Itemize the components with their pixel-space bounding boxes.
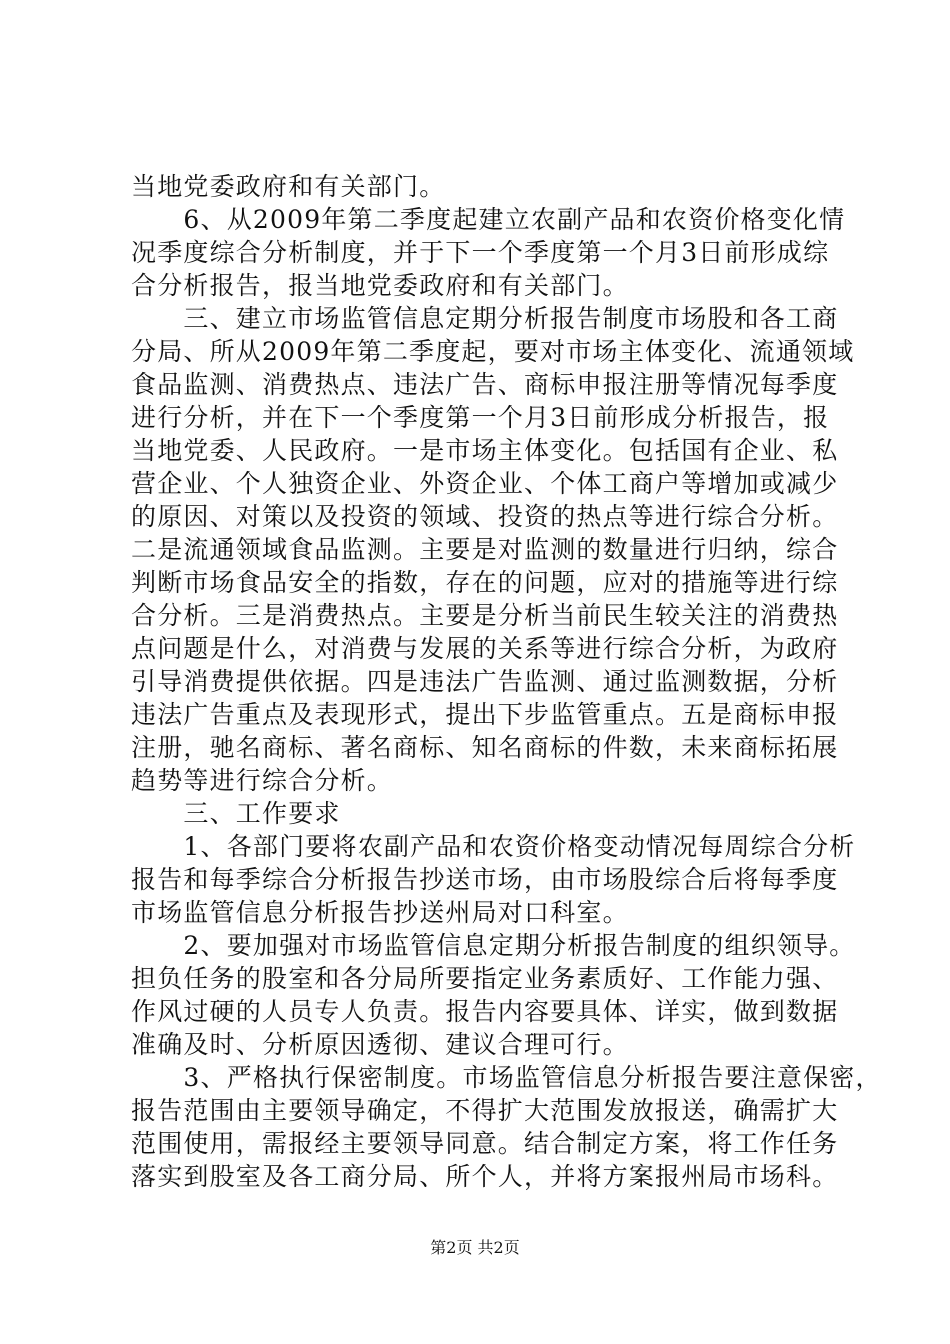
- text-line: 注册，驰名商标、著名商标、知名商标的件数，未来商标拓展: [131, 733, 839, 762]
- page-number-footer: 第2页 共2页: [430, 1238, 520, 1257]
- text-line: 当地党委政府和有关部门。: [131, 172, 446, 201]
- text-line: 况季度综合分析制度，并于下一个季度第一个月3日前形成综: [131, 238, 830, 267]
- text-line: 落实到股室及各工商分局、所个人，并将方案报州局市场科。: [131, 1162, 839, 1191]
- text-line: 点问题是什么，对消费与发展的关系等进行综合分析，为政府: [131, 634, 839, 663]
- text-line: 违法广告重点及表现形式，提出下步监管重点。五是商标申报: [131, 700, 839, 729]
- text-line: 食品监测、消费热点、违法广告、商标申报注册等情况每季度: [131, 370, 839, 399]
- text-line: 二是流通领域食品监测。主要是对监测的数量进行归纳，综合: [131, 535, 839, 564]
- text-line: 三、建立市场监管信息定期分析报告制度市场股和各工商: [131, 304, 839, 333]
- text-line: 分局、所从2009年第二季度起，要对市场主体变化、流通领域: [131, 337, 855, 366]
- text-line: 的原因、对策以及投资的领域、投资的热点等进行综合分析。: [131, 502, 839, 531]
- text-line: 进行分析，并在下一个季度第一个月3日前形成分析报告，报: [131, 403, 830, 432]
- text-line: 6、从2009年第二季度起建立农副产品和农资价格变化情: [131, 205, 846, 234]
- text-line: 作风过硬的人员专人负责。报告内容要具体、详实，做到数据: [131, 997, 839, 1026]
- text-line: 3、严格执行保密制度。市场监管信息分析报告要注意保密，: [131, 1063, 882, 1092]
- text-line: 2、要加强对市场监管信息定期分析报告制度的组织领导。: [131, 931, 856, 960]
- text-line: 报告和每季综合分析报告抄送市场，由市场股综合后将每季度: [131, 865, 839, 894]
- document-body: [131, 170, 882, 1193]
- text-line: 担负任务的股室和各分局所要指定业务素质好、工作能力强、: [131, 964, 839, 993]
- text-line: 判断市场食品安全的指数，存在的问题，应对的措施等进行综: [131, 568, 839, 597]
- text-line: 市场监管信息分析报告抄送州局对口科室。: [131, 898, 629, 927]
- text-line: 准确及时、分析原因透彻、建议合理可行。: [131, 1030, 629, 1059]
- text-line: 当地党委、人民政府。一是市场主体变化。包括国有企业、私: [131, 436, 839, 465]
- text-line: 引导消费提供依据。四是违法广告监测、通过监测数据，分析: [131, 667, 839, 696]
- text-line: 趋势等进行综合分析。: [131, 766, 394, 795]
- text-line: 报告范围由主要领导确定，不得扩大范围发放报送，确需扩大: [131, 1096, 839, 1125]
- text-line: 1、各部门要将农副产品和农资价格变动情况每周综合分析: [131, 832, 856, 861]
- text-line: 范围使用，需报经主要领导同意。结合制定方案，将工作任务: [131, 1129, 839, 1158]
- text-line: 合分析。三是消费热点。主要是分析当前民生较关注的消费热: [131, 601, 839, 630]
- text-line: 三、工作要求: [131, 799, 341, 828]
- text-line: 合分析报告，报当地党委政府和有关部门。: [131, 271, 629, 300]
- text-line: 营企业、个人独资企业、外资企业、个体工商户等增加或减少: [131, 469, 839, 498]
